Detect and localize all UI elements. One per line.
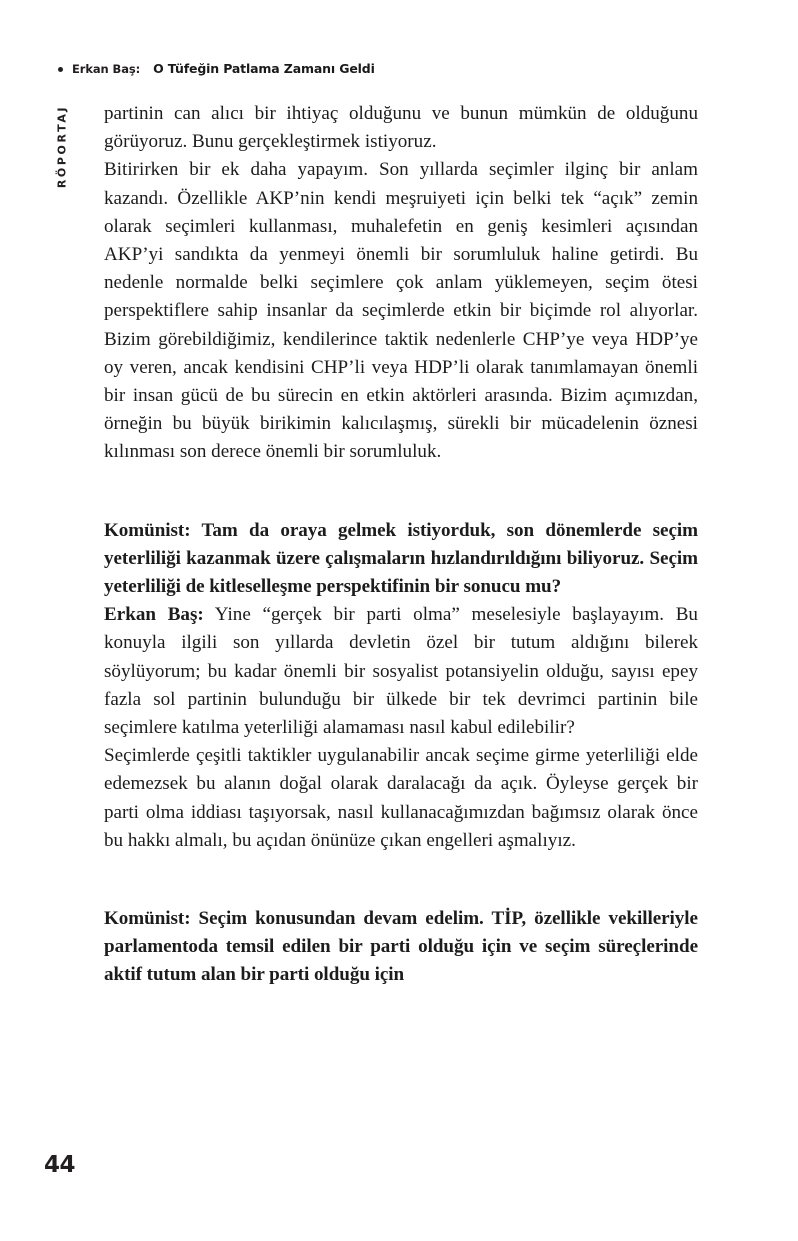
- running-header: [58, 61, 375, 76]
- text-column: [104, 100, 698, 990]
- answer-block: [104, 601, 698, 742]
- page-number: 44: [44, 1152, 76, 1178]
- answer-text: Yine “gerçek bir parti olma” meselesiyle başlayayım. Bu konuyla ilgili son yıllarda devletin özel bir tutum aldığını bilerek söylüyorum; bu kadar önemli bir sosyalist potansiyelin olduğu, sayısı epey fazla sol partinin bulunduğu bir ülkede bir tek devrimci partinin bile seçimlere katılma yeterliliği alamaması nasıl kabul edilebilir?: [104, 604, 698, 739]
- question-speaker-2: Komünist:: [104, 908, 191, 930]
- question-text-2: Seçim konusundan devam edelim. TİP, özellikle vekilleriyle parlamentoda temsil edilen bir parti olduğu için ve seçim süreçlerinde aktif tutum alan bir parti olduğu için: [104, 908, 698, 986]
- question-block: [104, 517, 698, 602]
- running-header-title: O Tüfeğin Patlama Zamanı Geldi: [153, 61, 375, 76]
- paragraph-continuation: partinin can alıcı bir ihtiyaç olduğunu ve bunun mümkün de olduğunu görüyoruz. Bunu gerçekleştirmek istiyoruz.: [104, 103, 698, 153]
- question-text: Tam da oraya gelmek istiyorduk, son dönemlerde seçim yeterliliği kazanmak üzere çalışmaların hızlandırıldığını biliyoruz. Seçim yeterliliği de kitleselleşme perspektifinin bir sonucu mu?: [104, 519, 698, 598]
- section-tab-label: RÖPORTAJ: [55, 104, 69, 189]
- paragraph-body-2: Seçimlerde çeşitli taktikler uygulanabilir ancak seçime girme yeterliliği elde edemezsek bu alanın doğal olarak daralacağı da açık. Öyleyse gerçek bir parti olma iddiası taşıyorsak, nasıl kullanacağımızdan bağımsız olarak önce bu hakkı almalı, bu açıdan önünüze çıkan engelleri aşmalıyız.: [104, 745, 698, 851]
- question-block-2: [104, 905, 698, 990]
- question-speaker: Komünist:: [104, 519, 191, 541]
- running-header-author: Erkan Baş:: [72, 61, 141, 76]
- paragraph-body: Bitirirken bir ek daha yapayım. Son yıllarda seçimler ilginç bir anlam kazandı. Özellikle AKP’nin kendi meşruiyeti için belki tek “açık” zemin olarak seçimleri kullanması, muhalefetin en geniş kesimleri açısından AKP’yi sandıkta da yenmeyi önemli bir sorumluluk haline getirdi. Bu nedenle normalde belki seçimlere çok anlam yüklemeyen, seçim ötesi perspektiflere sahip insanlar da seçimlerde etkin bir biçimde rol alıyorlar. Bizim görebildiğimiz, kendilerince taktik nedenlerle CHP’ye veya HDP’ye oy veren, ancak kendisini CHP’li veya HDP’li olarak tanımlamayan önemli bir insan gücü de bu sürecin en etkin aktörleri arasında. Bizim açımızdan, örneğin bu büyük birikimin kalıcılaşmış, sürekli bir mücadelenin öznesi kılınması son derece önemli bir sorumluluk.: [104, 159, 698, 463]
- answer-speaker: Erkan Baş:: [104, 604, 204, 626]
